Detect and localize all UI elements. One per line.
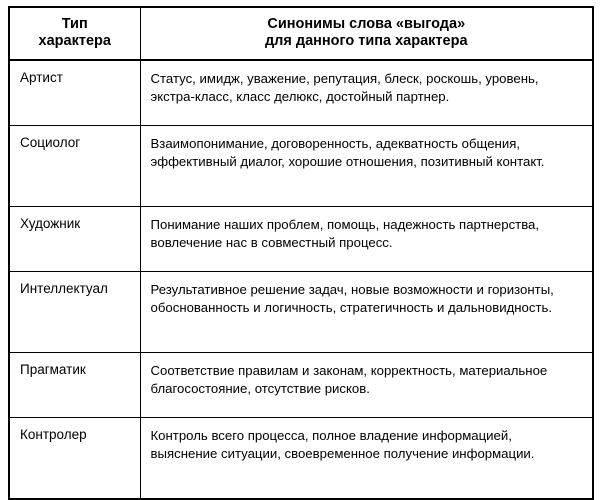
- cell-synonyms: Взаимопонимание, договоренность, адекватность общения, эффективный диалог, хорошие отношения, позитивный контакт.: [140, 126, 593, 207]
- table-row: [9, 126, 593, 207]
- cell-character-type: Артист: [9, 60, 140, 126]
- cell-character-type: Контролер: [9, 418, 140, 500]
- table-row: [9, 272, 593, 353]
- column-header-type-line1: Тип: [61, 16, 88, 32]
- table-row: [9, 207, 593, 272]
- column-header-synonyms: [140, 7, 593, 60]
- cell-synonyms: Статус, имидж, уважение, репутация, блеск, роскошь, уровень, экстра-класс, класс делюкс, достойный партнер.: [140, 60, 593, 126]
- cell-synonyms: Результативное решение задач, новые возможности и горизонты, обоснованность и логичность, стратегичность и дальновидность.: [140, 272, 593, 353]
- column-header-type: [9, 7, 140, 60]
- table-row: [9, 353, 593, 418]
- cell-character-type: Социолог: [9, 126, 140, 207]
- table-row: [9, 60, 593, 126]
- cell-synonyms: Соответствие правилам и законам, корректность, материальное благосостояние, отсутствие рисков.: [140, 353, 593, 418]
- cell-synonyms: Понимание наших проблем, помощь, надежность партнерства, вовлечение нас в совместный процесс.: [140, 207, 593, 272]
- cell-synonyms: Контроль всего процесса, полное владение информацией, выяснение ситуации, своевременное получение информации.: [140, 418, 593, 500]
- cell-character-type: Прагматик: [9, 353, 140, 418]
- column-header-type-line2: характера: [38, 33, 111, 50]
- cell-character-type: Художник: [9, 207, 140, 272]
- column-header-synonyms-line1: Синонимы слова «выгода»: [267, 16, 466, 32]
- column-header-synonyms-line2: для данного типа характера: [264, 33, 468, 50]
- table-body: [9, 60, 593, 499]
- table-header: [9, 7, 593, 60]
- character-types-table: [8, 6, 594, 500]
- table-header-row: [9, 7, 593, 60]
- cell-character-type: Интеллектуал: [9, 272, 140, 353]
- table-row: [9, 418, 593, 500]
